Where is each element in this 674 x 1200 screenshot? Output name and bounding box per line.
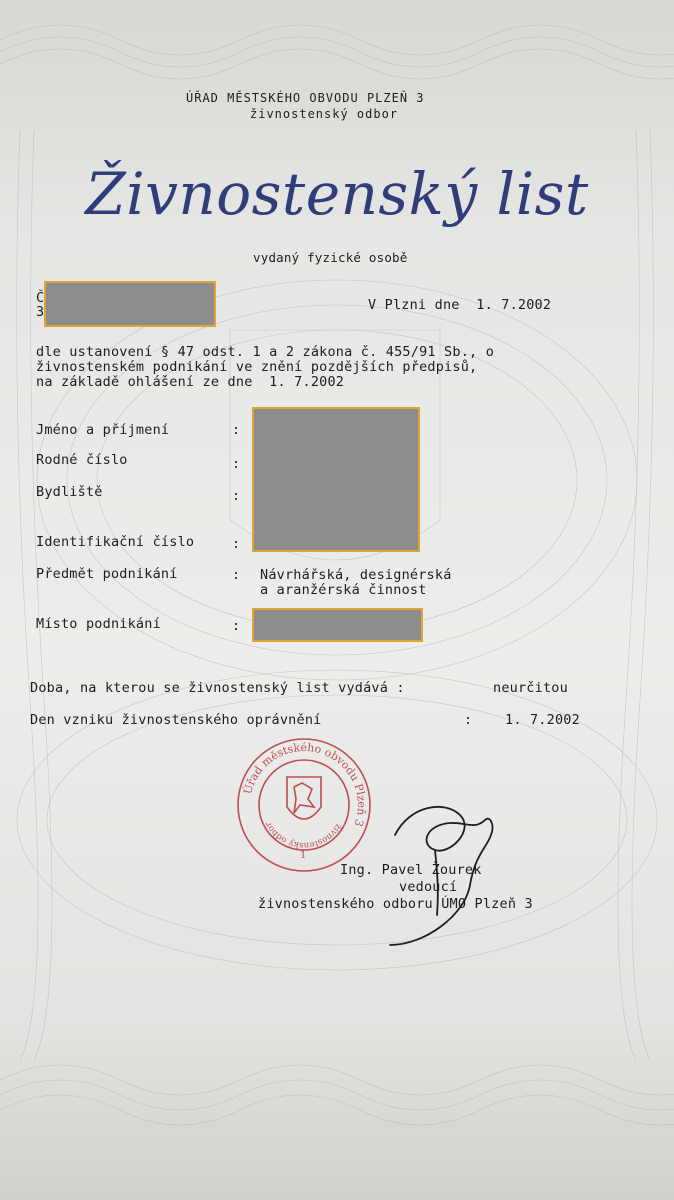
redacted-business-place <box>252 608 423 642</box>
document-subtitle: vydaný fyzické osobě <box>253 250 408 265</box>
legal-basis-line: živnostenském podnikání ve znění pozdějších předpisů, <box>36 359 478 375</box>
reference-prefix-2: 3 <box>36 304 45 320</box>
id-number-label: Identifikační číslo <box>36 534 195 550</box>
business-subject-label: Předmět podnikání <box>36 566 178 582</box>
stamp-ring-text: Úřad městského obvodu Plzeň 3 <box>241 740 369 829</box>
signatory-name: Ing. Pavel Žourek <box>340 862 482 878</box>
reference-prefix-1: Č <box>36 290 45 306</box>
validity-label: Doba, na kterou se živnostenský list vydává : <box>30 680 405 696</box>
document-title: Živnostenský list <box>85 160 589 228</box>
field-colon: : <box>232 456 241 472</box>
business-subject-value: a aranžérská činnost <box>260 582 427 598</box>
signatory-department: živnostenského odboru ÚMO Plzeň 3 <box>258 896 533 912</box>
svg-text:živnostenský odbor <box>263 819 344 850</box>
birth-number-label: Rodné číslo <box>36 452 128 468</box>
stamp-number: 1 <box>300 850 307 861</box>
redacted-reference-number <box>44 281 216 327</box>
field-colon: : <box>232 422 241 438</box>
legal-basis-line: na základě ohlášení ze dne 1. 7.2002 <box>36 374 345 390</box>
validity-value: neurčitou <box>493 680 568 696</box>
field-colon: : <box>232 536 241 552</box>
business-place-label: Místo podnikání <box>36 616 161 632</box>
redacted-personal-details <box>252 407 420 552</box>
stamp-inner-text: živnostenský odbor <box>263 819 344 851</box>
origin-label: Den vzniku živnostenského oprávnění <box>30 712 322 728</box>
field-colon: : <box>232 567 241 583</box>
office-department: živnostenský odbor <box>250 107 399 121</box>
origin-colon: : <box>464 712 473 728</box>
field-colon: : <box>232 618 241 634</box>
legal-basis-line: dle ustanovení § 47 odst. 1 a 2 zákona č. 455/91 Sb., o <box>36 344 495 360</box>
name-label: Jméno a příjmení <box>36 422 170 438</box>
office-name: ÚŘAD MĚSTSKÉHO OBVODU PLZEŇ 3 <box>186 91 425 105</box>
business-subject-value: Návrhářská, designérská <box>260 567 452 583</box>
official-stamp <box>232 733 376 877</box>
field-colon: : <box>232 488 241 504</box>
residence-label: Bydliště <box>36 484 103 500</box>
issue-place-date: V Plzni dne 1. 7.2002 <box>368 297 552 313</box>
origin-date: 1. 7.2002 <box>505 712 580 728</box>
signatory-role: vedoucí <box>399 879 458 895</box>
